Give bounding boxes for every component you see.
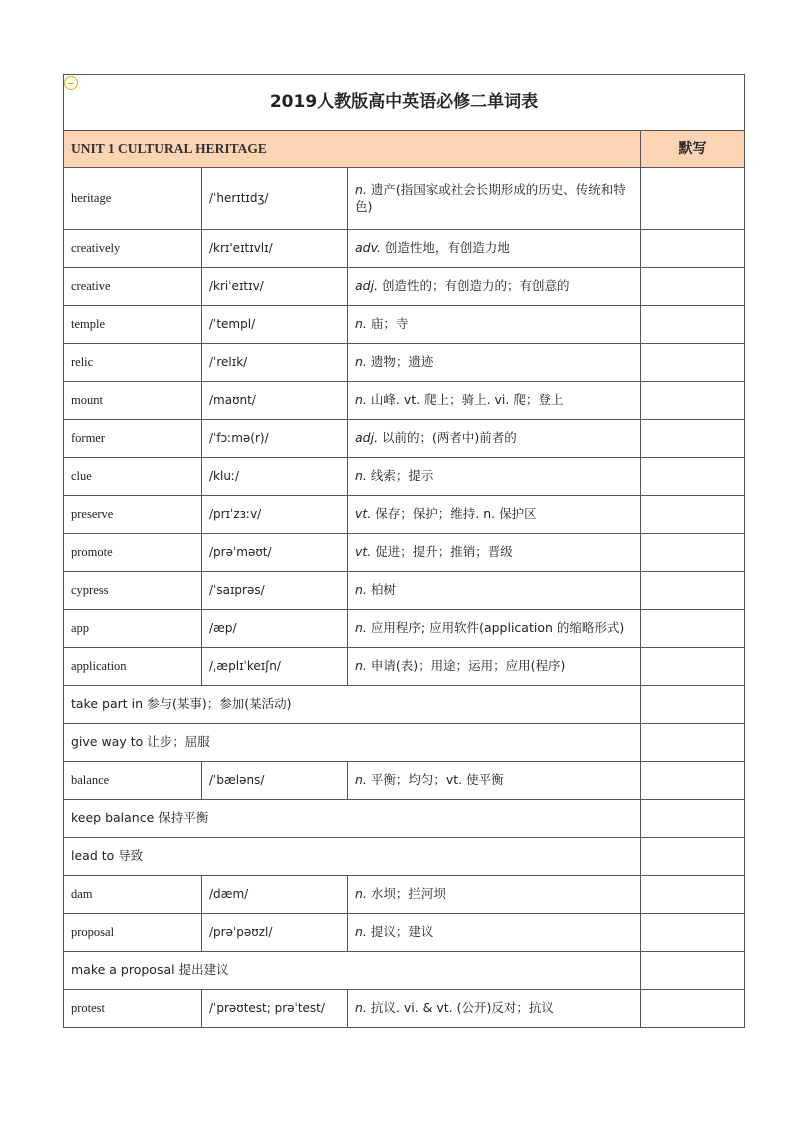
phonetic-cell: /æp/ xyxy=(202,610,348,648)
table-row xyxy=(64,534,745,572)
word-cell: creatively xyxy=(64,230,202,268)
table-row xyxy=(64,800,745,838)
dictation-cell[interactable] xyxy=(641,838,745,876)
part-of-speech: n. xyxy=(355,772,367,788)
phonetic-cell: /ˈprəʊtest; prəˈtest/ xyxy=(202,990,348,1028)
part-of-speech: n. xyxy=(355,924,367,940)
meaning-cell xyxy=(348,230,641,268)
word-cell: mount xyxy=(64,382,202,420)
part-of-speech: n. xyxy=(355,886,367,902)
word-cell: proposal xyxy=(64,914,202,952)
meaning-text: 遗产(指国家或社会长期形成的历史、传统和特色) xyxy=(355,181,626,214)
phonetic-cell: /krɪ'eɪtɪvlɪ/ xyxy=(202,230,348,268)
meaning-cell xyxy=(348,168,641,230)
phonetic-cell: /dæm/ xyxy=(202,876,348,914)
dictation-cell[interactable] xyxy=(641,876,745,914)
word-cell: promote xyxy=(64,534,202,572)
meaning-text: 庙；寺 xyxy=(366,316,409,332)
word-cell: cypress xyxy=(64,572,202,610)
table-row xyxy=(64,762,745,800)
unit-heading: UNIT 1 CULTURAL HERITAGE xyxy=(64,131,641,168)
dictation-cell[interactable] xyxy=(641,496,745,534)
phrase-cell: take part in 参与(某事)；参加(某活动) xyxy=(64,686,641,724)
word-cell: application xyxy=(64,648,202,686)
meaning-text: 线索；提示 xyxy=(366,468,434,484)
word-cell: temple xyxy=(64,306,202,344)
dictation-cell[interactable] xyxy=(641,610,745,648)
table-row xyxy=(64,168,745,230)
meaning-text: 保存；保护；维持. n. 保护区 xyxy=(371,506,537,522)
dictation-cell[interactable] xyxy=(641,534,745,572)
meaning-cell xyxy=(348,876,641,914)
phonetic-cell: /ˈsaɪprəs/ xyxy=(202,572,348,610)
table-row xyxy=(64,344,745,382)
meaning-text: 平衡；均匀；vt. 使平衡 xyxy=(366,772,504,788)
phonetic-cell: /maʊnt/ xyxy=(202,382,348,420)
table-row xyxy=(64,838,745,876)
meaning-text: 创造性地，有创造力地 xyxy=(380,240,510,256)
meaning-text: 水坝；拦河坝 xyxy=(366,886,446,902)
dictation-cell[interactable] xyxy=(641,762,745,800)
table-row xyxy=(64,914,745,952)
table-row xyxy=(64,952,745,990)
word-cell: heritage xyxy=(64,168,202,230)
table-row xyxy=(64,876,745,914)
phonetic-cell: /ˈfɔːmə(r)/ xyxy=(202,420,348,458)
dictation-cell[interactable] xyxy=(641,724,745,762)
meaning-text: 山峰. vt. 爬上；骑上. vi. 爬；登上 xyxy=(366,392,564,408)
phrase-cell: make a proposal 提出建议 xyxy=(64,952,641,990)
dictation-cell[interactable] xyxy=(641,344,745,382)
meaning-cell xyxy=(348,914,641,952)
word-cell: creative xyxy=(64,268,202,306)
phrase-cell: keep balance 保持平衡 xyxy=(64,800,641,838)
word-cell: clue xyxy=(64,458,202,496)
word-cell: app xyxy=(64,610,202,648)
part-of-speech: n. xyxy=(355,658,367,674)
meaning-text: 以前的；(两者中)前者的 xyxy=(378,430,517,446)
part-of-speech: adj. xyxy=(355,430,379,446)
phonetic-cell: /prəˈməʊt/ xyxy=(202,534,348,572)
dictation-cell[interactable] xyxy=(641,268,745,306)
word-cell: relic xyxy=(64,344,202,382)
word-cell: former xyxy=(64,420,202,458)
dictation-cell[interactable] xyxy=(641,990,745,1028)
meaning-cell xyxy=(348,458,641,496)
table-row xyxy=(64,306,745,344)
table-row xyxy=(64,496,745,534)
phonetic-cell: /ˈherɪtɪdʒ/ xyxy=(202,168,348,230)
phonetic-cell: /prɪˈzɜːv/ xyxy=(202,496,348,534)
meaning-text: 提议；建议 xyxy=(366,924,434,940)
word-cell: dam xyxy=(64,876,202,914)
phonetic-cell: /prəˈpəʊzl/ xyxy=(202,914,348,952)
dictation-cell[interactable] xyxy=(641,686,745,724)
part-of-speech: n. xyxy=(355,354,367,370)
dictation-cell[interactable] xyxy=(641,306,745,344)
vocabulary-table xyxy=(63,74,745,1028)
part-of-speech: adv. xyxy=(355,240,381,256)
table-row xyxy=(64,610,745,648)
table-row xyxy=(64,268,745,306)
dictation-cell[interactable] xyxy=(641,382,745,420)
part-of-speech: vt. xyxy=(355,544,372,560)
meaning-cell xyxy=(348,572,641,610)
dictation-header: 默写 xyxy=(641,131,745,168)
dictation-cell[interactable] xyxy=(641,648,745,686)
word-cell: preserve xyxy=(64,496,202,534)
table-row xyxy=(64,648,745,686)
part-of-speech: n. xyxy=(355,582,367,598)
dictation-cell[interactable] xyxy=(641,168,745,230)
dictation-cell[interactable] xyxy=(641,230,745,268)
table-row xyxy=(64,458,745,496)
meaning-text: 申请(表)；用途；运用；应用(程序) xyxy=(366,658,566,674)
meaning-cell xyxy=(348,268,641,306)
meaning-text: 促进；提升；推销；晋级 xyxy=(371,544,513,560)
dictation-cell[interactable] xyxy=(641,458,745,496)
phonetic-cell: /ˈrelɪk/ xyxy=(202,344,348,382)
table-row xyxy=(64,382,745,420)
part-of-speech: n. xyxy=(355,468,367,484)
part-of-speech: n. xyxy=(355,620,367,636)
part-of-speech: n. xyxy=(355,1000,367,1016)
part-of-speech: n. xyxy=(355,181,367,197)
phonetic-cell: /kluː/ xyxy=(202,458,348,496)
meaning-cell xyxy=(348,534,641,572)
phrase-cell: lead to 导致 xyxy=(64,838,641,876)
meaning-text: 柏树 xyxy=(366,582,396,598)
meaning-text: 遗物；遗迹 xyxy=(366,354,434,370)
meaning-text: 创造性的；有创造力的；有创意的 xyxy=(378,278,570,294)
table-row xyxy=(64,572,745,610)
meaning-cell xyxy=(348,990,641,1028)
meaning-text: 抗议. vi. & vt. (公开)反对；抗议 xyxy=(366,1000,554,1016)
meaning-cell xyxy=(348,420,641,458)
dictation-cell[interactable] xyxy=(641,914,745,952)
table-row xyxy=(64,686,745,724)
word-cell: balance xyxy=(64,762,202,800)
dictation-cell[interactable] xyxy=(641,952,745,990)
table-row xyxy=(64,990,745,1028)
part-of-speech: n. xyxy=(355,392,367,408)
part-of-speech: adj. xyxy=(355,278,379,294)
word-cell: protest xyxy=(64,990,202,1028)
phonetic-cell: /ˈtempl/ xyxy=(202,306,348,344)
meaning-cell xyxy=(348,762,641,800)
page-title: 2019人教版高中英语必修二单词表 xyxy=(64,75,745,131)
table-row xyxy=(64,420,745,458)
phrase-cell: give way to 让步；屈服 xyxy=(64,724,641,762)
dictation-cell[interactable] xyxy=(641,420,745,458)
table-row xyxy=(64,724,745,762)
meaning-cell xyxy=(348,648,641,686)
meaning-cell xyxy=(348,306,641,344)
meaning-cell xyxy=(348,382,641,420)
meaning-cell xyxy=(348,610,641,648)
phonetic-cell: /kriˈeɪtɪv/ xyxy=(202,268,348,306)
part-of-speech: n. xyxy=(355,316,367,332)
phonetic-cell: /ˌæplɪˈkeɪʃn/ xyxy=(202,648,348,686)
dictation-cell[interactable] xyxy=(641,800,745,838)
meaning-cell xyxy=(348,344,641,382)
dictation-cell[interactable] xyxy=(641,572,745,610)
part-of-speech: vt. xyxy=(355,506,372,522)
meaning-cell xyxy=(348,496,641,534)
phonetic-cell: /ˈbæləns/ xyxy=(202,762,348,800)
table-row xyxy=(64,230,745,268)
meaning-text: 应用程序; 应用软件(application 的缩略形式) xyxy=(366,620,625,636)
